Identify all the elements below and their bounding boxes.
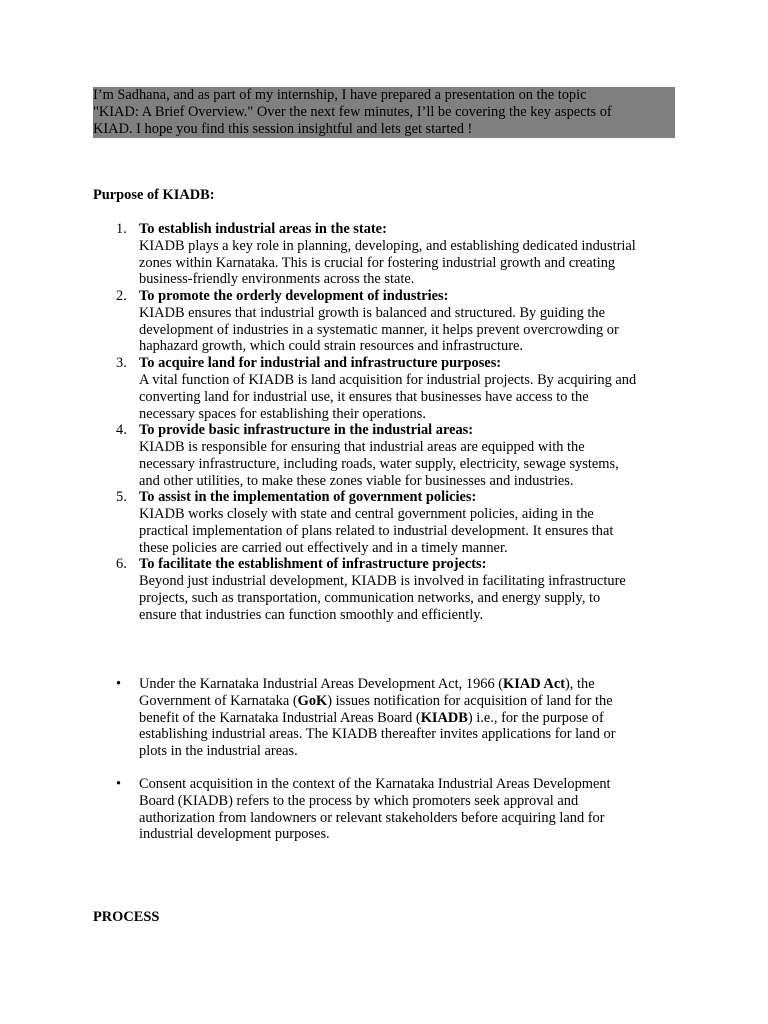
item-text-line: projects, such as transportation, communication networks, and energy supply, to bbox=[139, 590, 601, 607]
item-text-line: necessary spaces for establishing their operations. bbox=[139, 405, 426, 422]
item-number: 2. bbox=[116, 288, 127, 305]
purpose-heading: Purpose of KIADB: bbox=[93, 187, 215, 203]
item-text-line: development of industries in a systematic manner, it helps prevent overcrowding or bbox=[139, 321, 619, 338]
item-body bbox=[139, 422, 699, 489]
item-text-line: practical implementation of plans related to industrial development. It ensures that bbox=[139, 522, 614, 539]
item-body bbox=[139, 355, 699, 422]
list-item bbox=[0, 355, 768, 422]
item-text-line: zones within Karnataka. This is crucial for fostering industrial growth and creating bbox=[139, 254, 616, 271]
bullet-icon: • bbox=[116, 776, 122, 792]
item-text-line: A vital function of KIADB is land acquisition for industrial projects. By acquiring and bbox=[139, 371, 637, 388]
item-title: To promote the orderly development of industries: bbox=[139, 288, 449, 305]
item-text-line: and other utilities, to make these zones viable for businesses and industries. bbox=[139, 472, 574, 489]
item-text-line: KIADB is responsible for ensuring that industrial areas are equipped with the bbox=[139, 439, 585, 456]
item-number: 1. bbox=[116, 221, 127, 237]
bullet-text-line: benefit of the Karnataka Industrial Areas Board (KIADB) i.e., for the purpose of bbox=[139, 709, 604, 726]
item-text-line: haphazard growth, which could strain resources and infrastructure. bbox=[139, 338, 524, 355]
list-item bbox=[0, 556, 768, 623]
list-item bbox=[0, 288, 768, 355]
item-title: To acquire land for industrial and infrastructure purposes: bbox=[139, 355, 502, 372]
bullet-text-line: plots in the industrial areas. bbox=[139, 743, 298, 760]
intro-line: KIAD. I hope you find this session insightful and lets get started ! bbox=[93, 120, 473, 137]
item-text-line: KIADB ensures that industrial growth is balanced and structured. By guiding the bbox=[139, 304, 606, 321]
bullet-text-line: industrial development purposes. bbox=[139, 826, 330, 843]
item-text-line: these policies are carried out effectively and in a timely manner. bbox=[139, 539, 508, 556]
intro-paragraph bbox=[93, 87, 675, 138]
item-number: 4. bbox=[116, 422, 127, 439]
item-title: To facilitate the establishment of infrastructure projects: bbox=[139, 556, 487, 573]
item-title: To assist in the implementation of government policies: bbox=[139, 489, 477, 506]
bold-term: KIADB bbox=[420, 709, 468, 726]
item-title: To provide basic infrastructure in the industrial areas: bbox=[139, 422, 474, 439]
item-text-line: necessary infrastructure, including roads, water supply, electricity, sewage systems, bbox=[139, 455, 619, 472]
bullet-text-line: Board (KIADB) refers to the process by which promoters seek approval and bbox=[139, 792, 579, 809]
list-item bbox=[0, 489, 768, 556]
bullet-text-line: authorization from landowners or relevant stakeholders before acquiring land for bbox=[139, 809, 605, 826]
item-text-line: Beyond just industrial development, KIADB is involved in facilitating infrastructure bbox=[139, 573, 626, 590]
item-title: To establish industrial areas in the state: bbox=[139, 221, 387, 237]
process-heading: PROCESS bbox=[93, 909, 160, 925]
bold-term: KIAD Act bbox=[503, 676, 566, 692]
item-text-line: KIADB works closely with state and central government policies, aiding in the bbox=[139, 506, 594, 523]
intro-line: I’m Sadhana, and as part of my internship, I have prepared a presentation on the topic bbox=[93, 87, 587, 103]
intro-line: "KIAD: A Brief Overview." Over the next few minutes, I’ll be covering the key aspects of bbox=[93, 103, 612, 120]
bullet-text-line: Consent acquisition in the context of the Karnataka Industrial Areas Development bbox=[139, 776, 611, 792]
item-text-line: ensure that industries can function smoothly and efficiently. bbox=[139, 606, 484, 623]
item-body bbox=[139, 221, 699, 288]
list-item bbox=[0, 422, 768, 489]
bullet-text-line: Under the Karnataka Industrial Areas Development Act, 1966 (KIAD Act), the bbox=[139, 676, 595, 692]
list-item bbox=[0, 221, 768, 288]
item-number: 3. bbox=[116, 355, 127, 372]
item-number: 6. bbox=[116, 556, 127, 573]
item-body bbox=[139, 288, 699, 355]
item-text-line: KIADB plays a key role in planning, developing, and establishing dedicated industrial bbox=[139, 237, 636, 254]
bold-term: GoK bbox=[297, 692, 328, 709]
item-body bbox=[139, 556, 699, 623]
bullet-icon: • bbox=[116, 676, 122, 692]
item-number: 5. bbox=[116, 489, 127, 506]
bullet-text-line: Government of Karnataka (GoK) issues notification for acquisition of land for the bbox=[139, 692, 613, 709]
item-body bbox=[139, 489, 699, 556]
item-text-line: converting land for industrial use, it ensures that businesses have access to the bbox=[139, 388, 589, 405]
bullet-text bbox=[139, 676, 699, 760]
purpose-list bbox=[0, 221, 768, 624]
bullet-text bbox=[139, 776, 699, 843]
item-text-line: business-friendly environments across the state. bbox=[139, 271, 415, 288]
bullet-text-line: establishing industrial areas. The KIADB thereafter invites applications for land or bbox=[139, 726, 616, 743]
